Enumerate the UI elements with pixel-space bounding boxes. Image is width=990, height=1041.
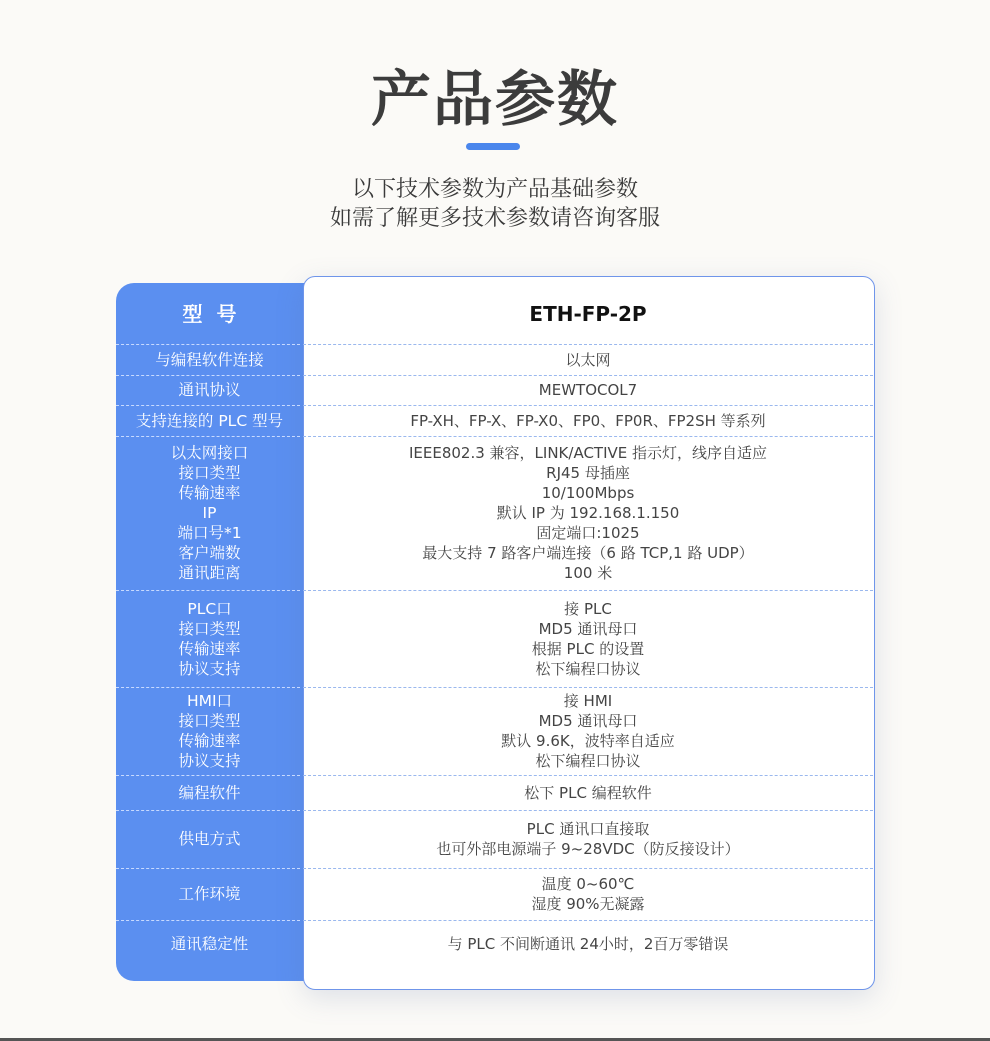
spec-value-text: RJ45 母插座 (546, 464, 630, 482)
value-cell (303, 405, 873, 436)
value-cell (303, 590, 873, 687)
spec-value-text: 默认 IP 为 192.168.1.150 (496, 504, 680, 522)
spec-label-text: IP (202, 504, 217, 522)
value-cell (303, 810, 873, 868)
label-cell (116, 868, 303, 920)
row-divider-left (116, 810, 300, 811)
row-divider-left (116, 775, 300, 776)
table-row (116, 868, 873, 920)
subtitle-line-1: 以下技术参数为产品基础参数 (351, 177, 638, 202)
model-label: 型号 (182, 301, 251, 326)
spec-value-text: FP-XH、FP-X、FP-X0、FP0、FP0R、FP2SH 等系列 (410, 411, 766, 430)
spec-label-text: 通讯距离 (178, 564, 241, 582)
spec-label-text: 传输速率 (178, 732, 241, 750)
value-cell (303, 344, 873, 375)
row-divider-left (116, 590, 300, 591)
spec-label-text: 接口类型 (178, 464, 241, 482)
spec-value-text: 湿度 90%无凝露 (531, 895, 645, 913)
value-cell (303, 687, 873, 775)
table-row (116, 590, 873, 687)
label-cell (116, 590, 303, 687)
label-cell (116, 436, 303, 590)
spec-label-text: 通讯协议 (178, 381, 241, 399)
table-row (116, 810, 873, 868)
spec-label-text: 协议支持 (178, 752, 241, 770)
label-cell (116, 405, 303, 436)
spec-value-text: 根据 PLC 的设置 (531, 639, 645, 658)
spec-label-text: 与编程软件连接 (155, 350, 264, 369)
row-divider-right (303, 405, 873, 406)
spec-label-text: 编程软件 (178, 783, 241, 802)
row-divider-right (303, 687, 873, 688)
spec-label-text: 接口类型 (178, 712, 241, 730)
row-divider-right (303, 868, 873, 869)
label-cell (116, 687, 303, 775)
table-row (116, 687, 873, 775)
spec-value-text: 默认 9.6K，波特率自适应 (501, 732, 675, 750)
model-value: ETH-FP-2P (529, 301, 647, 326)
table-row (116, 405, 873, 436)
spec-label-text: 客户端数 (178, 544, 241, 562)
spec-label-text: 协议支持 (178, 659, 241, 678)
row-divider-right (303, 590, 873, 591)
table-row (116, 775, 873, 810)
row-divider-right (303, 375, 873, 376)
value-cell (303, 436, 873, 590)
label-cell (116, 344, 303, 375)
header-label-cell (116, 283, 303, 344)
row-divider-left (116, 344, 300, 345)
spec-value-text: PLC 通讯口直接取 (526, 820, 650, 838)
spec-value-text: 接 HMI (563, 692, 613, 710)
row-divider-left (116, 920, 300, 921)
spec-label-text: 以太网接口 (170, 444, 249, 462)
row-divider-right (303, 775, 873, 776)
table-row (116, 344, 873, 375)
spec-label-text: 工作环境 (178, 885, 241, 903)
value-cell (303, 920, 873, 968)
row-divider-left (116, 405, 300, 406)
spec-label-text: 接口类型 (178, 619, 241, 638)
label-cell (116, 375, 303, 405)
header-value-cell (303, 283, 873, 352)
spec-label-text: 通讯稳定性 (170, 935, 249, 953)
spec-value-text: MEWTOCOL7 (538, 381, 638, 399)
spec-value-text: 10/100Mbps (541, 484, 635, 502)
value-cell (303, 375, 873, 405)
spec-label-text: HMI口 (186, 692, 233, 710)
spec-label-text: 端口号*1 (177, 524, 242, 542)
spec-label-text: 供电方式 (178, 830, 241, 848)
spec-label-text: 支持连接的 PLC 型号 (135, 411, 284, 430)
spec-value-text: 也可外部电源端子 9~28VDC（防反接设计） (436, 840, 740, 858)
value-cell (303, 868, 873, 920)
spec-value-text: 温度 0~60℃ (541, 875, 635, 893)
spec-value-text: MD5 通讯母口 (538, 619, 638, 638)
spec-label-text: PLC口 (187, 599, 232, 618)
table-row (116, 920, 873, 968)
table-row (116, 436, 873, 590)
row-divider-left (116, 375, 300, 376)
spec-value-text: 松下 PLC 编程软件 (524, 783, 652, 802)
spec-value-text: 与 PLC 不间断通讯 24小时，2百万零错误 (447, 935, 729, 953)
title-underline (466, 143, 520, 150)
spec-label-text: 传输速率 (178, 639, 241, 658)
spec-label-text: 传输速率 (178, 484, 241, 502)
spec-value-text: 松下编程口协议 (535, 752, 641, 770)
label-cell (116, 920, 303, 968)
table-header-row (116, 283, 873, 344)
spec-value-text: 100 米 (563, 564, 613, 582)
value-cell (303, 775, 873, 810)
row-divider-right (303, 810, 873, 811)
spec-value-text: 最大支持 7 路客户端连接（6 路 TCP,1 路 UDP） (422, 544, 754, 562)
row-divider-right (303, 436, 873, 437)
label-cell (116, 775, 303, 810)
row-divider-right (303, 344, 873, 345)
page-title: 产品参数 (371, 65, 619, 135)
spec-value-text: 固定端口:1025 (536, 524, 640, 542)
spec-value-text: MD5 通讯母口 (538, 712, 638, 730)
table-row (116, 375, 873, 405)
row-divider-left (116, 436, 300, 437)
subtitle-line-2: 如需了解更多技术参数请咨询客服 (329, 206, 660, 231)
spec-value-text: 以太网 (565, 350, 611, 369)
row-divider-right (303, 920, 873, 921)
row-divider-left (116, 687, 300, 688)
spec-value-text: IEEE802.3 兼容，LINK/ACTIVE 指示灯，线序自适应 (408, 444, 768, 462)
spec-value-text: 接 PLC (564, 599, 612, 618)
label-cell (116, 810, 303, 868)
spec-value-text: 松下编程口协议 (535, 659, 641, 678)
row-divider-left (116, 868, 300, 869)
